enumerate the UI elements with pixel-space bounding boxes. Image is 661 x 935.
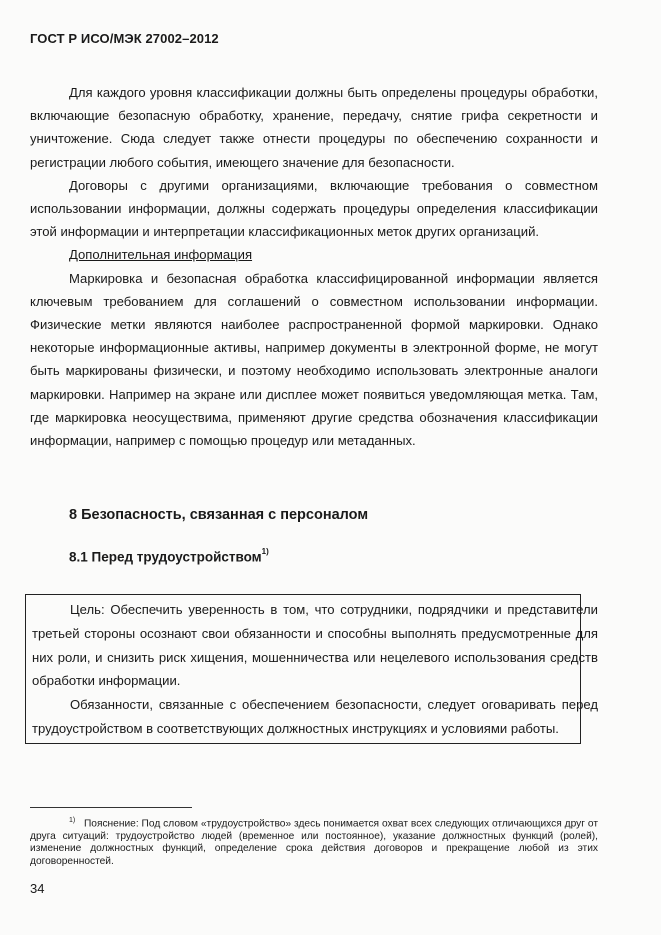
footnote-text: Пояснение: Под словом «трудоустройство» здесь понимается охват всех следующих отличающихся друг от друга ситуаций: трудоустройство людей (временное или постоянное), указание должностных функций (ролей), изменение должностных функций, определение срока действия договоров и прекращение любой из этих договоренностей. <box>30 818 598 867</box>
body-text <box>30 81 598 452</box>
footnote-divider <box>30 807 192 808</box>
objective-box-text <box>32 598 598 741</box>
footnote-reference: 1) <box>261 547 269 556</box>
subsection-title <box>69 549 269 565</box>
page-number: 34 <box>30 881 45 896</box>
footnote-mark: 1) <box>69 817 76 824</box>
paragraph-marking: Маркировка и безопасная обработка классифицированной информации является ключевым требованием для соглашений о совместном использовании информации. Физические метки являются наиболее распространенной формой маркировки. Однако некоторые информационные активы, например документы в электронной форме, не могут быть маркированы физически, и поэтому необходимо использовать электронные аналоги маркировки. Например на экране или дисплее может появиться уведомляющая метка. Там, где маркировка неосуществима, применяют другие средства обозначения классификации информации, например с помощью процедур или метаданных. <box>30 270 598 449</box>
paragraph-agreements: Договоры с другими организациями, включающие требования о совместном использовании информации, должны содержать процедуры определения классификации этой информации и интерпретации классификационных меток других организаций. <box>30 177 598 240</box>
responsibilities-paragraph: Обязанности, связанные с обеспечением безопасности, следует оговаривать перед трудоустройством в соответствующих должностных инструкциях и условиями работы. <box>32 697 598 736</box>
additional-info-label: Дополнительная информация <box>69 247 253 263</box>
section-title: 8 Безопасность, связанная с персоналом <box>69 507 369 523</box>
footnote <box>30 815 598 868</box>
document-header: ГОСТ Р ИСО/МЭК 27002–2012 <box>30 31 219 46</box>
subsection-title-text: 8.1 Перед трудоустройством <box>69 549 262 565</box>
paragraph-procedures: Для каждого уровня классификации должны быть определены процедуры обработки, включающие безопасную обработку, хранение, передачу, снятие грифа секретности и уничтожение. Сюда следует также отнести процедуры по обеспечению сохранности и регистрации любого события, имеющего значение для безопасности. <box>30 85 598 170</box>
objective-paragraph: Цель: Обеспечить уверенность в том, что сотрудники, подрядчики и представители третьей стороны осознают свои обязанности и способны выполнять предусмотренные для них роли, и снизить риск хищения, мошенничества или нецелевого использования средств обработки информации. <box>32 602 598 689</box>
additional-info-heading <box>30 243 598 266</box>
